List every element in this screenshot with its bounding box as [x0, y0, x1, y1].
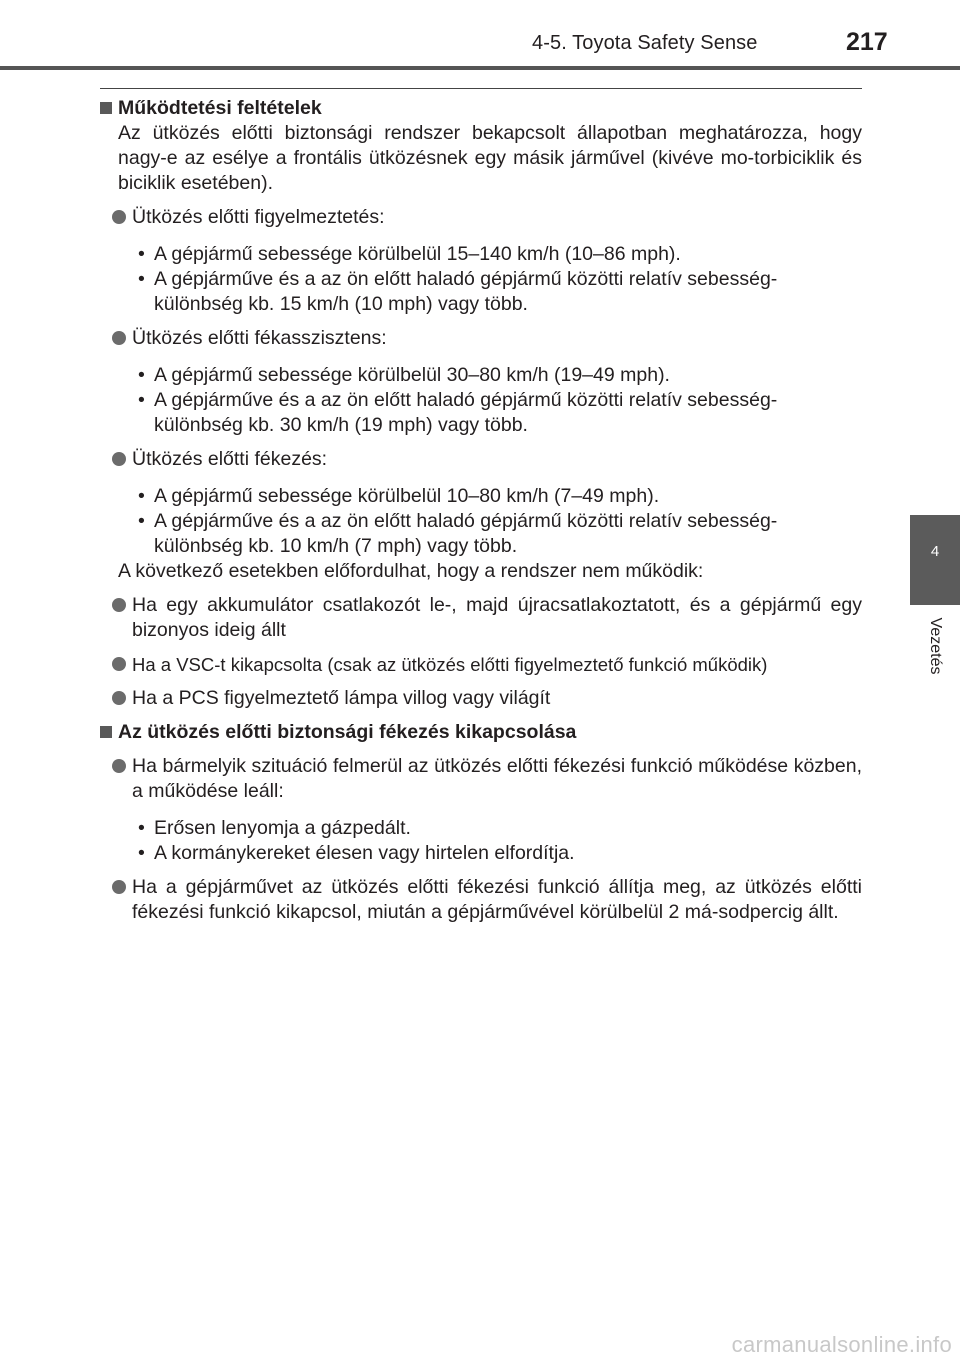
list-item-text: Ha a gépjárművet az ütközés előtti fékezési funkció állítja meg, az ütközés előtti fékezési funkció kikapcsol, miután a gépjárművével körülbelül 2 má-sodpercig állt.: [132, 876, 862, 923]
sub-item-text: A gépjárműve és a az ön előtt haladó gépjármű közötti relatív sebesség-különbség kb. 30 km/h (19 mph) vagy több.: [154, 389, 778, 436]
list-item: [100, 652, 862, 677]
circle-bullet-icon: [112, 598, 126, 612]
circle-bullet-icon: [112, 691, 126, 705]
section-heading-text: Működtetési feltételek: [118, 97, 322, 119]
dot-marker-icon: •: [138, 268, 145, 290]
sub-item-text: A gépjármű sebessége körülbelül 15–140 km/h (10–86 mph).: [154, 243, 681, 265]
dot-marker-icon: •: [138, 485, 145, 507]
section-heading: [100, 96, 862, 121]
dot-marker-icon: •: [138, 817, 145, 839]
header-rule: [0, 66, 960, 70]
sub-item: [100, 388, 862, 438]
list-item: [100, 875, 862, 925]
circle-bullet-icon: [112, 880, 126, 894]
list-item-text: Ütközés előtti fékezés:: [132, 448, 328, 470]
watermark: carmanualsonline.info: [731, 1332, 952, 1357]
list-item: [100, 447, 862, 472]
chapter-tab: [910, 515, 960, 605]
list-item-text: Ütközés előtti figyelmeztetés:: [132, 206, 385, 228]
list-item: [100, 754, 862, 804]
chapter-label-box: [924, 608, 946, 684]
circle-bullet-icon: [112, 331, 126, 345]
sub-item: [100, 816, 862, 841]
section-title: 4-5. Toyota Safety Sense: [532, 32, 758, 54]
content-top-rule: [100, 88, 862, 89]
dot-marker-icon: •: [138, 510, 145, 532]
dot-marker-icon: •: [138, 243, 145, 265]
sub-item: [100, 242, 862, 267]
sub-item: [100, 267, 862, 317]
list-item-text: Ha a PCS figyelmeztető lámpa villog vagy világít: [132, 687, 551, 709]
list-item: [100, 593, 862, 643]
dot-marker-icon: •: [138, 842, 145, 864]
sub-item-text: A kormánykereket élesen vagy hirtelen elfordítja.: [154, 842, 575, 864]
sub-item: [100, 484, 862, 509]
list-item: [100, 326, 862, 351]
sub-item: [100, 363, 862, 388]
sub-item-text: A gépjármű sebessége körülbelül 10–80 km/h (7–49 mph).: [154, 485, 660, 507]
dot-marker-icon: •: [138, 364, 145, 386]
list-item-text: Ha egy akkumulátor csatlakozót le-, majd újracsatlakoztatott, és a gépjármű egy bizonyos ideig állt: [132, 594, 862, 641]
section-heading: [100, 720, 862, 745]
square-bullet-icon: [100, 726, 112, 738]
page-header: [0, 0, 960, 70]
sub-item: [100, 509, 862, 559]
list-item-text: Ha bármelyik szituáció felmerül az ütközés előtti fékezési funkció működése közben, a működése leáll:: [132, 755, 862, 802]
page-number: 217: [846, 28, 888, 56]
square-bullet-icon: [100, 102, 112, 114]
list-item-text: Ütközés előtti fékasszisztens:: [132, 327, 387, 349]
sub-item-text: A gépjármű sebessége körülbelül 30–80 km/h (19–49 mph).: [154, 364, 670, 386]
sub-item-text: A gépjárműve és a az ön előtt haladó gépjármű közötti relatív sebesség-különbség kb. 10 km/h (7 mph) vagy több.: [154, 510, 778, 557]
chapter-label: Vezetés: [927, 617, 944, 675]
sub-item-text: A gépjárműve és a az ön előtt haladó gépjármű közötti relatív sebesség-különbség kb. 15 km/h (10 mph) vagy több.: [154, 268, 778, 315]
dot-marker-icon: •: [138, 389, 145, 411]
chapter-number: 4: [930, 543, 940, 560]
list-item: [100, 686, 862, 711]
circle-bullet-icon: [112, 657, 126, 671]
page-content: [100, 96, 862, 925]
note-text: A következő esetekben előfordulhat, hogy a rendszer nem működik:: [118, 560, 704, 582]
section-intro: Az ütközés előtti biztonsági rendszer bekapcsolt állapotban meghatározza, hogy nagy-e az esélye a frontális ütközésnek egy másik járművel (kivéve mo-torbiciklik és biciklik esetében).: [118, 122, 862, 194]
circle-bullet-icon: [112, 759, 126, 773]
sub-item: [100, 841, 862, 866]
sub-item-text: Erősen lenyomja a gázpedált.: [154, 817, 411, 839]
list-item: [100, 205, 862, 230]
circle-bullet-icon: [112, 452, 126, 466]
list-item-text: Ha a VSC-t kikapcsolta (csak az ütközés előtti figyelmeztető funkció működik): [132, 654, 768, 675]
circle-bullet-icon: [112, 210, 126, 224]
section-heading-text: Az ütközés előtti biztonsági fékezés kikapcsolása: [118, 721, 577, 743]
